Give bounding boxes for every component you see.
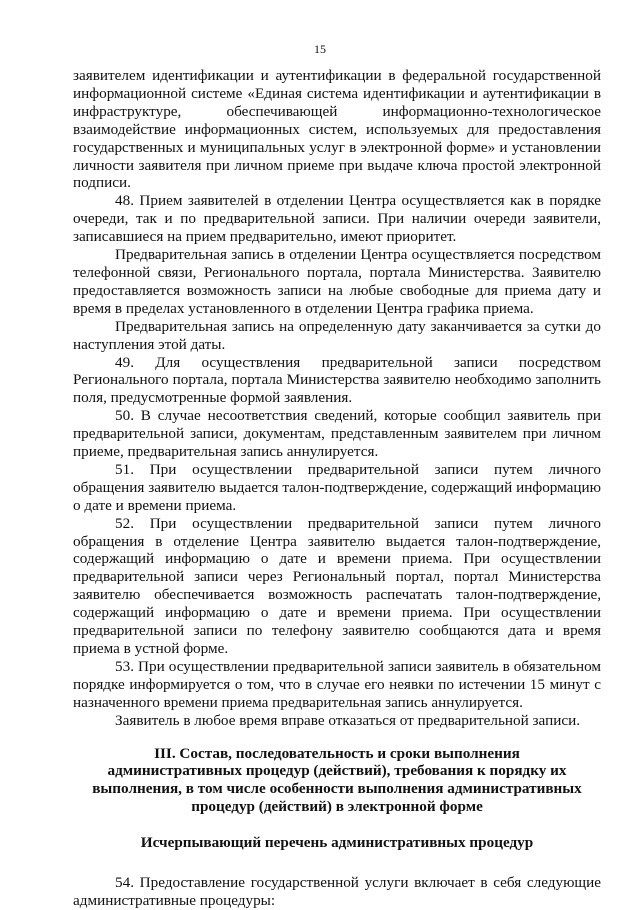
paragraph-53-refusal: Заявитель в любое время вправе отказаться от предварительной записи. xyxy=(115,711,580,729)
paragraph-continuation: заявителем идентификации и аутентификации в федеральной государственной информационной системе «Единая система идентификации и аутентификации в инфраструктуре, обеспечивающей информационно-технологическое взаимодействие информационных систем, используемых для предоставления государственных и муниципальных услуг в электронной форме» и установлении личности заявителя при личном приеме при выдаче ключа простой электронной подписи. xyxy=(73,67,601,192)
subheading: Исчерпывающий перечень административных процедур xyxy=(140,834,534,852)
paragraph-53: 53. При осуществлении предварительной записи заявитель в обязательном порядке информируется о том, что в случае его неявки по истечении 15 минут с назначенного времени приема предварительная запись аннулируется. xyxy=(73,657,601,711)
document-body xyxy=(73,67,601,910)
paragraph-48-prereg: Предварительная запись в отделении Центра осуществляется посредством телефонной связи, Регионального портала, портала Министерства. Заявителю предоставляется возможность записи на любые свободные для приема дату и время в пределах установленного в отделении Центра графика приема. xyxy=(73,246,601,317)
paragraph-54: 54. Предоставление государственной услуги включает в себя следующие административные процедуры: xyxy=(73,874,601,909)
section-heading-line: III. Состав, последовательность и сроки выполнения xyxy=(154,744,520,762)
paragraph-48-deadline: Предварительная запись на определенную дату заканчивается за сутки до наступления этой даты. xyxy=(73,317,601,353)
section-heading-line: выполнения, в том числе особенности выполнения административных xyxy=(92,780,582,798)
paragraph-48: 48. Прием заявителей в отделении Центра осуществляется как в порядке очереди, так и по предварительной записи. При наличии очереди заявители, записавшиеся на прием предварительно, имеют приоритет. xyxy=(73,192,601,246)
section-heading-line: процедур (действий) в электронной форме xyxy=(191,798,483,816)
section-heading xyxy=(73,745,601,817)
paragraph-49: 49. Для осуществления предварительной записи посредством Регионального портала, портала Министерства заявителю необходимо заполнить поля, предусмотренные формой заявления. xyxy=(73,353,601,407)
paragraph-50: 50. В случае несоответствия сведений, которые сообщил заявитель при предварительной записи, документам, представленным заявителем при личном приеме, предварительная запись аннулируется. xyxy=(73,407,601,461)
section-heading-line: административных процедур (действий), требования к порядку их xyxy=(107,762,567,780)
paragraph-51: 51. При осуществлении предварительной записи путем личного обращения заявителю выдается талон-подтверждение, содержащий информацию о дате и времени приема. xyxy=(73,460,601,514)
paragraph-52: 52. При осуществлении предварительной записи путем личного обращения в отделение Центра заявителю выдается талон-подтверждение, содержащий информацию о дате и времени приема. При осуществлении предварительной записи через Региональный портал, портал Министерства заявителю обеспечивается возможность распечатать талон-подтверждение, содержащий информацию о дате и времени приема. При осуществлении предварительной записи по телефону заявителю сообщаются дата и время приема в устной форме. xyxy=(73,514,601,657)
page-number: 15 xyxy=(314,42,326,56)
